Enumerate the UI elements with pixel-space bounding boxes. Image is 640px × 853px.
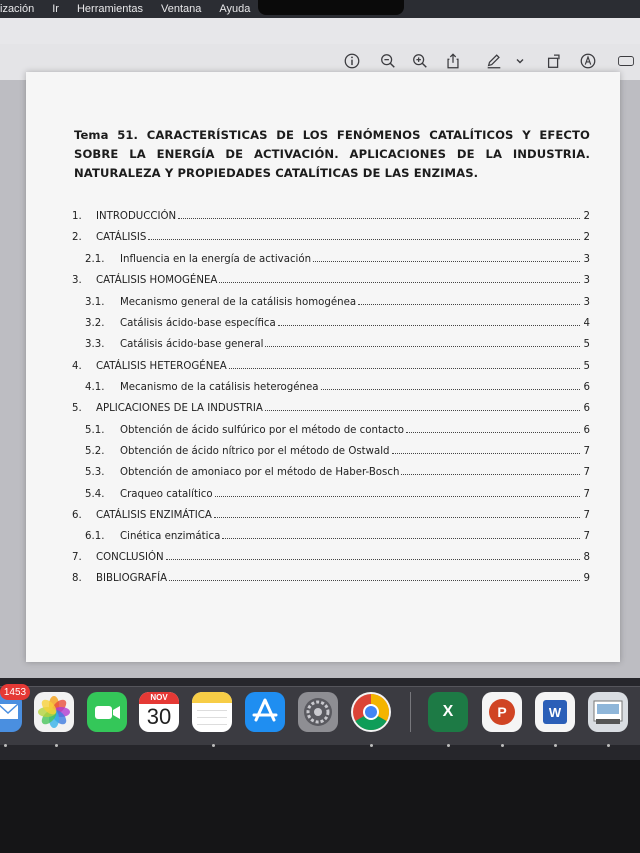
running-indicator: [370, 744, 373, 747]
toc-entry[interactable]: [72, 526, 590, 542]
toc-entry-number: 3.2.: [85, 318, 105, 329]
toc-entry-page: 2: [583, 211, 590, 222]
dock-divider: [410, 692, 411, 732]
toc-entry[interactable]: [72, 398, 590, 414]
toc-entry-number: 4.1.: [85, 382, 105, 393]
calendar-icon[interactable]: [139, 692, 179, 732]
toc-entry-label: Mecanismo general de la catálisis homogénea: [120, 297, 357, 308]
toc-entry-label: Influencia en la energía de activación: [120, 254, 312, 265]
toc-entry[interactable]: [72, 356, 590, 372]
powerpoint-icon[interactable]: [482, 692, 522, 732]
toc-entry-label: CATÁLISIS HOMOGÉNEA: [96, 275, 218, 286]
toc-leader-dots: [406, 432, 580, 433]
menu-item-window[interactable]: Ventana: [161, 3, 202, 15]
toc-entry-page: 9: [583, 573, 590, 584]
toc-entry-number: 3.: [72, 275, 82, 286]
toc-entry-page: 4: [583, 318, 590, 329]
toc-entry-label: CATÁLISIS ENZIMÁTICA: [96, 510, 212, 521]
zoom-out-icon[interactable]: [378, 51, 398, 71]
toc-entry-page: 3: [583, 254, 590, 265]
toc-entry[interactable]: [72, 547, 590, 563]
toc-entry-page: 2: [583, 232, 590, 243]
menu-item-view[interactable]: ización: [0, 3, 35, 15]
toc-entry[interactable]: [72, 249, 590, 265]
toc-entry-number: 5.3.: [85, 467, 105, 478]
toc-entry[interactable]: [72, 270, 590, 286]
share-icon[interactable]: [443, 51, 463, 71]
toc-entry[interactable]: [72, 441, 590, 457]
menu-item-help[interactable]: Ayuda: [219, 3, 251, 15]
toc-entry-page: 7: [583, 510, 590, 521]
toc-entry-label: Obtención de ácido sulfúrico por el método de contacto: [120, 425, 405, 436]
toc-entry-label: Mecanismo de la catálisis heterogénea: [120, 382, 319, 393]
toc-entry-page: 6: [583, 403, 590, 414]
toc-entry-page: 8: [583, 552, 590, 563]
toc-leader-dots: [178, 218, 580, 219]
toc-entry[interactable]: [72, 420, 590, 436]
toc-entry[interactable]: [72, 484, 590, 500]
toc-leader-dots: [313, 261, 580, 262]
running-indicator: [212, 744, 215, 747]
calendar-day: 30: [146, 704, 172, 729]
rotate-icon[interactable]: [544, 51, 564, 71]
toc-entry[interactable]: [72, 206, 590, 222]
toc-leader-dots: [148, 239, 580, 240]
running-indicator: [55, 744, 58, 747]
calendar-month: NOV: [139, 692, 179, 704]
toc-entry[interactable]: [72, 377, 590, 393]
running-indicator: [447, 744, 450, 747]
notes-icon[interactable]: [192, 692, 232, 732]
excel-letter: X: [442, 703, 454, 720]
toc-leader-dots: [169, 580, 580, 581]
toc-entry-label: BIBLIOGRAFÍA: [96, 573, 168, 584]
toc-entry-number: 2.: [72, 232, 82, 243]
toc-entry-label: Catálisis ácido-base específica: [120, 318, 276, 329]
search-icon[interactable]: [614, 51, 638, 71]
toc-entry-page: 3: [583, 275, 590, 286]
toc-entry[interactable]: [72, 568, 590, 584]
toc-leader-dots: [215, 496, 580, 497]
toc-entry[interactable]: [72, 227, 590, 243]
toc-entry-number: 8.: [72, 573, 82, 584]
toc-entry-number: 4.: [72, 361, 82, 372]
toc-leader-dots: [278, 325, 580, 326]
zoom-in-icon[interactable]: [410, 51, 430, 71]
toc-entry-number: 3.3.: [85, 339, 105, 350]
toc-leader-dots: [358, 304, 580, 305]
toc-entry-number: 5.2.: [85, 446, 105, 457]
preview-icon[interactable]: [588, 692, 628, 732]
toc-entry-label: Obtención de ácido nítrico por el método de Ostwald: [120, 446, 390, 457]
toc-entry-number: 6.1.: [85, 531, 105, 542]
word-letter: W: [543, 700, 567, 724]
toc-entry-label: Obtención de amoniaco por el método de Haber-Bosch: [120, 467, 400, 478]
toc-entry-page: 7: [583, 531, 590, 542]
toc-entry[interactable]: [72, 313, 590, 329]
chrome-icon[interactable]: [351, 692, 391, 732]
chevron-down-icon[interactable]: [514, 51, 526, 71]
menu-item-go[interactable]: Ir: [52, 3, 59, 15]
toc-leader-dots: [229, 368, 580, 369]
toc-entry-page: 3: [583, 297, 590, 308]
toc-entry-label: CONCLUSIÓN: [96, 552, 164, 563]
toc-entry-label: Craqueo catalítico: [120, 489, 213, 500]
toc-entry[interactable]: [72, 334, 590, 350]
toc-entry-label: CATÁLISIS HETEROGÉNEA: [96, 361, 227, 372]
toc-entry-number: 7.: [72, 552, 82, 563]
info-icon[interactable]: [342, 51, 362, 71]
running-indicator: [4, 744, 7, 747]
toc-entry-label: INTRODUCCIÓN: [96, 211, 177, 222]
toc-entry[interactable]: [72, 505, 590, 521]
toc-leader-dots: [265, 346, 580, 347]
toc-entry-number: 3.1.: [85, 297, 105, 308]
document-title: Tema 51. CARACTERÍSTICAS DE LOS FENÓMENOS CATALÍTICOS Y EFECTO SOBRE LA ENERGÍA DE ACTIVACIÓN. APLICACIONES DE LA INDUSTRIA. NATURALEZA Y PROPIEDADES CATALÍTICAS DE LAS ENZIMAS.: [74, 128, 590, 180]
toc-leader-dots: [392, 453, 580, 454]
toc-leader-dots: [222, 538, 580, 539]
toc-entry-page: 6: [583, 382, 590, 393]
toc-leader-dots: [265, 410, 580, 411]
toc-entry-number: 5.4.: [85, 489, 105, 500]
toc-entry-page: 7: [583, 446, 590, 457]
app-store-icon[interactable]: [245, 692, 285, 732]
document-page: [26, 72, 620, 662]
excel-icon[interactable]: [428, 692, 468, 732]
toc-leader-dots: [214, 517, 580, 518]
photos-icon[interactable]: [34, 692, 74, 732]
desk-surface: [0, 760, 640, 853]
markup-pen-icon[interactable]: [484, 51, 504, 71]
toc-entry-page: 7: [583, 467, 590, 478]
word-icon[interactable]: [535, 692, 575, 732]
facetime-icon[interactable]: [87, 692, 127, 732]
toc-entry-label: CATÁLISIS: [96, 232, 147, 243]
toc-entry-page: 5: [583, 339, 590, 350]
toc-entry-label: Catálisis ácido-base general: [120, 339, 264, 350]
toc-entry-page: 5: [583, 361, 590, 372]
toc-entry-page: 7: [583, 489, 590, 500]
toc-entry[interactable]: [72, 292, 590, 308]
toc-entry-label: Cinética enzimática: [120, 531, 221, 542]
toc-leader-dots: [401, 474, 580, 475]
toc-leader-dots: [321, 389, 581, 390]
toc-entry-number: 1.: [72, 211, 82, 222]
mail-badge: 1453: [0, 684, 30, 700]
toc-entry-number: 5.1.: [85, 425, 105, 436]
menu-item-tools[interactable]: Herramientas: [76, 3, 144, 15]
powerpoint-letter: P: [489, 699, 515, 725]
system-settings-icon[interactable]: [298, 692, 338, 732]
toc-entry-label: APLICACIONES DE LA INDUSTRIA: [96, 403, 263, 414]
toc-entry[interactable]: [72, 462, 590, 478]
toc-entry-page: 6: [583, 425, 590, 436]
camera-notch: [258, 0, 404, 15]
toc-entry-number: 6.: [72, 510, 82, 521]
running-indicator: [607, 744, 610, 747]
running-indicator: [501, 744, 504, 747]
annotate-icon[interactable]: [578, 51, 598, 71]
toc-leader-dots: [219, 282, 580, 283]
toc-entry-number: 2.1.: [85, 254, 105, 265]
running-indicator: [554, 744, 557, 747]
toc-entry-number: 5.: [72, 403, 82, 414]
toc-leader-dots: [166, 559, 580, 560]
